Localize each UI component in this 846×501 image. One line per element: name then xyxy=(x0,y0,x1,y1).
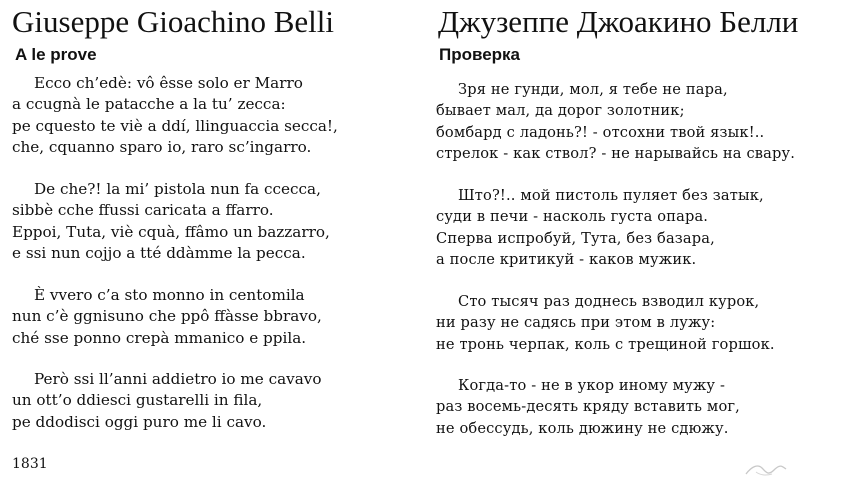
poem-line: Però ssi ll’anni addietro io me cavavo xyxy=(34,370,322,388)
italian-stanza-3 xyxy=(12,285,322,349)
poem-line: не тронь черпак, коль с трещиной горшок. xyxy=(436,335,775,353)
poem-line: а после критикуй - каков мужик. xyxy=(436,250,697,268)
poem-line: суди в печи - насколь густа опара. xyxy=(436,208,709,226)
russian-stanza-2 xyxy=(436,185,764,270)
italian-stanza-2 xyxy=(12,179,330,264)
poem-line: Сто тысяч раз доднесь взводил курок, xyxy=(458,293,760,310)
poem-line: che, cquanno sparo io, raro sc’ingarro. xyxy=(12,137,312,156)
poem-line: pe cquesto te viè a ddí, llinguaccia secca!, xyxy=(12,116,338,135)
poem-line: pe ddodisci oggi puro me li cavo. xyxy=(12,412,267,431)
poem-line: Зря не гунди, мол, я тебе не пара, xyxy=(458,81,728,98)
italian-author: Giuseppe Gioachino Belli xyxy=(12,4,334,39)
poem-line: nun c’è ggnisuno che ppô ffàsse bbravo, xyxy=(12,307,322,326)
russian-stanza-1 xyxy=(436,79,795,164)
poem-line: бомбард с ладонь?! - отсохни твой язык!.. xyxy=(436,123,765,141)
poem-line: раз восемь-десять кряду вставить мог, xyxy=(436,398,740,416)
poem-line: e ssi nun cojjo a tté ddàmme la pecca. xyxy=(12,243,306,262)
poem-line: Што?!.. мой пистоль пуляет без затык, xyxy=(458,187,764,204)
russian-author: Джузеппе Джоакино Белли xyxy=(438,4,799,39)
poem-line: un ott’o ddiesci gustarelli in fila, xyxy=(12,391,263,410)
poem-line: Eppoi, Tuta, viè cquà, ffâmo un bazzarro, xyxy=(12,222,330,241)
russian-stanza-4 xyxy=(436,375,740,439)
poem-line: Сперва испробуй, Тута, без базара, xyxy=(436,229,715,247)
poem-line: a ccugnà le patacche a la tu’ zecca: xyxy=(12,95,286,114)
poem-line: È vvero c’a sto monno in centomila xyxy=(34,286,305,304)
poem-year: 1831 xyxy=(12,456,48,472)
poem-line: не обессудь, коль дюжину не сдюжу. xyxy=(436,419,729,437)
poem-line: Ecco ch’edè: vô êsse solo er Marro xyxy=(34,74,303,92)
poem-line: ни разу не садясь при этом в лужу: xyxy=(436,314,716,332)
poem-line: стрелок - как ствол? - не нарывайсь на свару. xyxy=(436,144,796,162)
poem-line: бывает мал, да дорог золотник; xyxy=(436,102,685,120)
italian-title: A le prove xyxy=(15,45,97,64)
russian-stanza-3 xyxy=(436,291,775,355)
russian-title: Проверка xyxy=(439,45,521,64)
poem-line: Когда-то - не в укор иному мужу - xyxy=(458,377,726,394)
italian-stanza-1 xyxy=(12,73,338,158)
poem-line: sibbè cche ffussi caricata a ffarro. xyxy=(12,201,274,220)
poem-line: ché sse ponno crepà mmanico e ppila. xyxy=(12,328,307,347)
poem-line: De che?! la mi’ pistola nun fa ccecca, xyxy=(34,180,321,198)
italian-stanza-4 xyxy=(12,369,322,433)
signature-icon xyxy=(742,456,790,482)
